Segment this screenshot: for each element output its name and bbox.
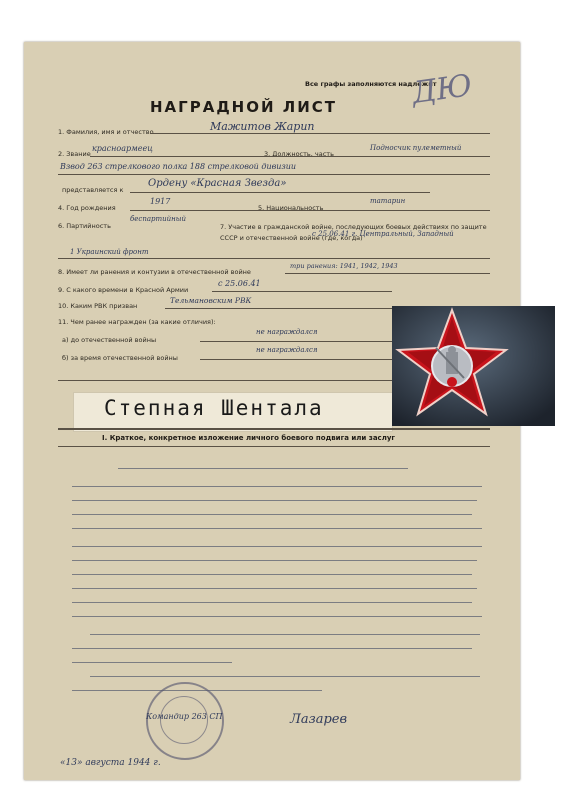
field-label-awards-during: б) за время отечественной войны — [62, 354, 178, 362]
section-title: I. Краткое, конкретное изложение личного боевого подвига или заслуг — [102, 434, 396, 442]
field-value-nominated: Ордену «Красная Звезда» — [148, 178, 287, 189]
field-label-awards-before: а) до отечественной войны — [62, 336, 157, 344]
field-label-name: 1. Фамилия, имя и отчество — [58, 128, 154, 136]
field-label-rank: 2. Звание — [58, 150, 91, 158]
field-value-party: беспартийный — [130, 215, 186, 223]
red-star-order-icon — [392, 306, 555, 426]
field-value-nationality: татарин — [370, 197, 406, 205]
field-value-position: Подносчик пулеметный — [370, 144, 462, 152]
field-label-army-since: 9. С какого времени в Красной Армии — [58, 286, 189, 294]
field-line — [165, 308, 392, 309]
field-value-name: Мажитов Жарип — [210, 120, 315, 133]
medal-photo — [392, 306, 555, 426]
field-value-wounds: три ранения: 1941, 1942, 1943 — [290, 262, 398, 270]
field-label-participation: 7. Участие в гражданской войне, последующих боевых действиях по защите СССР и отечественной войне (где, когда) — [220, 223, 487, 242]
field-line — [58, 258, 490, 259]
signature: Лазарев — [290, 712, 348, 727]
field-value-unit: Взвод 263 стрелкового полка 188 стрелковой дивизии — [60, 162, 297, 171]
field-line — [150, 133, 490, 134]
field-line — [200, 341, 392, 342]
field-line — [285, 273, 490, 274]
field-line — [130, 210, 490, 211]
field-value-awards-during: не награждался — [256, 346, 318, 354]
commander-signature-line: Командир 263 СП — [146, 712, 223, 721]
field-value-participation: с 25.06.41 г. Центральный, Западный — [312, 230, 454, 238]
field-line — [90, 156, 490, 157]
field-label-wounds: 8. Имеет ли ранения и контузии в отечественной войне — [58, 268, 251, 276]
field-value-rvk: Тельмановским РВК — [170, 296, 252, 305]
field-label-nationality: 5. Национальность — [258, 204, 324, 212]
field-line — [200, 359, 392, 360]
field-label-party: 6. Партийность — [58, 222, 111, 230]
field-label-nominated: представляется к — [62, 186, 124, 194]
field-value-rank: красноармеец — [92, 144, 153, 153]
resolution-mark: ДЮ — [409, 67, 475, 112]
document-date: «13» августа 1944 г. — [60, 758, 161, 768]
field-label-position: 3. Должность, часть — [264, 150, 334, 158]
field-label-rvk: 10. Каким РВК призван — [58, 302, 138, 310]
field-label-birth-year: 4. Год рождения — [58, 204, 116, 212]
document-title: НАГРАДНОЙ ЛИСТ — [150, 98, 338, 116]
field-value-fronts: 1 Украинский фронт — [70, 248, 149, 256]
overlay-label-text: Степная Шентала — [104, 396, 324, 420]
top-note: Все графы заполняются надлежит — [305, 80, 437, 88]
field-value-birth-year: 1917 — [150, 197, 171, 206]
field-line — [130, 192, 430, 193]
section-divider — [58, 428, 490, 430]
section-divider — [58, 446, 490, 447]
field-label-awards: 11. Чем ранее награжден (за какие отличия): — [58, 318, 216, 326]
field-line — [212, 291, 392, 292]
field-value-awards-before: не награждался — [256, 328, 318, 336]
field-line — [58, 174, 490, 175]
field-value-army-since: с 25.06.41 — [218, 279, 261, 288]
